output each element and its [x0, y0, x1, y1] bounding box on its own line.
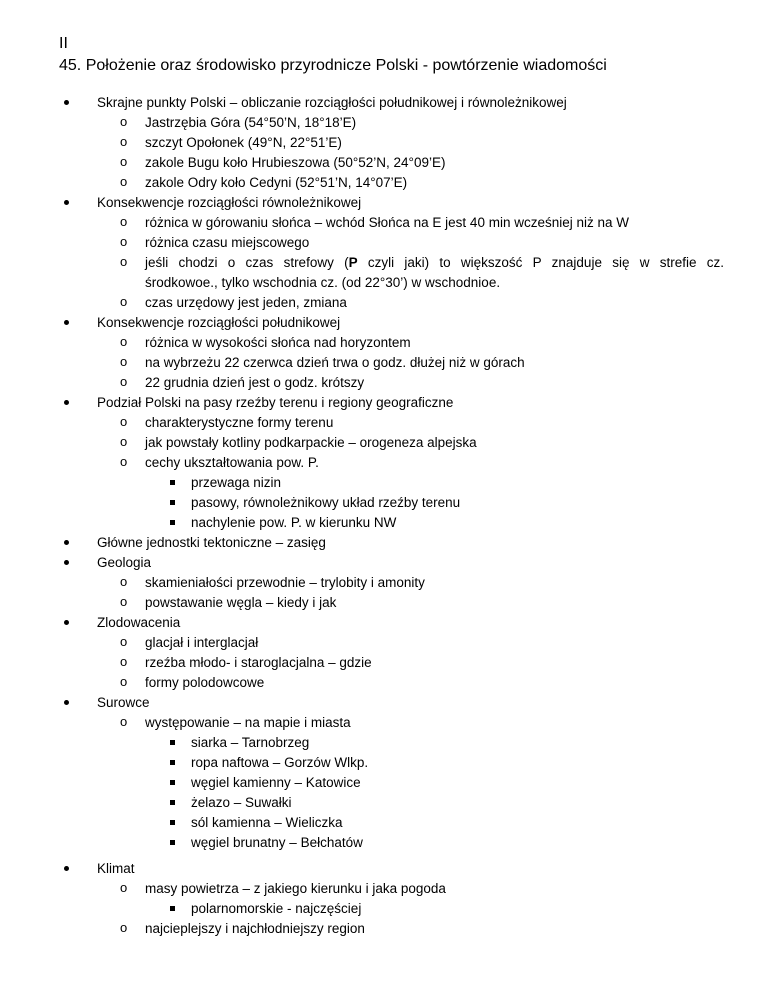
bullet-circle: o — [120, 134, 128, 149]
sub-list-item: węgiel brunatny – Bełchatów — [191, 835, 363, 850]
section-label: Podział Polski na pasy rzeźby terenu i regiony geograficzne — [97, 395, 454, 410]
bullet-circle: o — [120, 234, 128, 249]
bullet-square — [170, 740, 175, 745]
bullet-circle: o — [120, 634, 128, 649]
section-label: Konsekwencje rozciągłości południkowej — [97, 315, 341, 330]
sub-list-item: siarka – Tarnobrzeg — [191, 735, 310, 750]
list-item: czas urzędowy jest jeden, zmiana — [145, 295, 347, 310]
section-label: Geologia — [97, 555, 152, 570]
list-item: zakole Bugu koło Hrubieszowa (50°52’N, 24°09’E) — [145, 155, 446, 170]
list-item: powstawanie węgla – kiedy i jak — [145, 595, 337, 610]
bullet-dot — [64, 100, 69, 105]
bullet-circle: o — [120, 920, 128, 935]
sub-list-item: przewaga nizin — [191, 475, 282, 490]
bullet-circle: o — [120, 434, 128, 449]
bullet-circle: o — [120, 414, 128, 429]
list-item: skamieniałości przewodnie – trylobity i amonity — [145, 575, 425, 590]
bullet-square — [170, 760, 175, 765]
bullet-circle: o — [120, 594, 128, 609]
bullet-square — [170, 480, 175, 485]
strefowy-bold: P — [348, 255, 358, 270]
list-item: 22 grudnia dzień jest o godz. krótszy — [145, 375, 365, 390]
bullet-dot — [64, 320, 69, 325]
bullet-circle: o — [120, 574, 128, 589]
sub-list-item: węgiel kamienny – Katowice — [191, 775, 361, 790]
section-label: Klimat — [97, 861, 135, 876]
roman-numeral: II — [59, 35, 68, 52]
sub-list-item: żelazo – Suwałki — [191, 795, 292, 810]
bullet-dot — [64, 560, 69, 565]
list-item: różnica czasu miejscowego — [145, 235, 310, 250]
sub-list-item: pasowy, równoleżnikowy układ rzeźby terenu — [191, 495, 461, 510]
list-item: występowanie – na mapie i miasta — [145, 715, 351, 730]
bullet-dot — [64, 866, 69, 871]
list-item: rzeźba młodo- i staroglacjalna – gdzie — [145, 655, 372, 670]
bullet-square — [170, 820, 175, 825]
list-item-strefowy — [145, 254, 724, 272]
bullet-square — [170, 500, 175, 505]
bullet-circle: o — [120, 674, 128, 689]
bullet-circle: o — [120, 254, 128, 269]
bullet-dot — [64, 700, 69, 705]
sub-list-item: sól kamienna – Wieliczka — [191, 815, 343, 830]
list-item: charakterystyczne formy terenu — [145, 415, 334, 430]
list-item: Jastrzębia Góra (54°50’N, 18°18’E) — [145, 115, 357, 130]
bullet-circle: o — [120, 654, 128, 669]
bullet-square — [170, 906, 175, 911]
bullet-square — [170, 520, 175, 525]
sub-list-item: polarnomorskie - najczęściej — [191, 901, 362, 916]
bullet-dot — [64, 400, 69, 405]
bullet-circle: o — [120, 114, 128, 129]
list-item: na wybrzeżu 22 czerwca dzień trwa o godz. dłużej niż w górach — [145, 355, 525, 370]
list-item: najcieplejszy i najchłodniejszy region — [145, 921, 365, 936]
bullet-square — [170, 780, 175, 785]
bullet-circle: o — [120, 374, 128, 389]
list-item: masy powietrza – z jakiego kierunku i jaka pogoda — [145, 881, 446, 896]
bullet-circle: o — [120, 154, 128, 169]
section-label: Surowce — [97, 695, 150, 710]
sub-list-item: ropa naftowa – Gorzów Wlkp. — [191, 755, 369, 770]
list-item: glacjał i interglacjał — [145, 635, 259, 650]
bullet-circle: o — [120, 334, 128, 349]
page-title: 45. Położenie oraz środowisko przyrodnicze Polski - powtórzenie wiadomości — [59, 57, 607, 74]
section-label: Konsekwencje rozciągłości równoleżnikowej — [97, 195, 362, 210]
bullet-dot — [64, 200, 69, 205]
list-item: różnica w górowaniu słońca – wchód Słońca na E jest 40 min wcześniej niż na W — [145, 215, 629, 230]
list-item-continuation: środkowoe., tylko wschodnia cz. (od 22°30’) w wschodnioe. — [145, 275, 501, 290]
bullet-circle: o — [120, 214, 128, 229]
section-label: Główne jednostki tektoniczne – zasięg — [97, 535, 326, 550]
sub-list-item: nachylenie pow. P. w kierunku NW — [191, 515, 397, 530]
bullet-dot — [64, 540, 69, 545]
bullet-circle: o — [120, 174, 128, 189]
list-item: formy polodowcowe — [145, 675, 265, 690]
bullet-square — [170, 800, 175, 805]
list-item: cechy ukształtowania pow. P. — [145, 455, 319, 470]
strefowy-part1: jeśli chodzi o czas strefowy ( — [145, 255, 349, 270]
bullet-circle: o — [120, 880, 128, 895]
strefowy-part2: czyli jaki) to większość P znajduje się w strefie cz. — [357, 255, 724, 270]
bullet-square — [170, 840, 175, 845]
list-item: różnica w wysokości słońca nad horyzontem — [145, 335, 411, 350]
section-label: Skrajne punkty Polski – obliczanie rozciągłości południkowej i równoleżnikowej — [97, 95, 567, 110]
list-item: jak powstały kotliny podkarpackie – orogeneza alpejska — [145, 435, 477, 450]
list-item: szczyt Opołonek (49°N, 22°51’E) — [145, 135, 342, 150]
bullet-dot — [64, 620, 69, 625]
bullet-circle: o — [120, 294, 128, 309]
bullet-circle: o — [120, 454, 128, 469]
list-item: zakole Odry koło Cedyni (52°51’N, 14°07’E) — [145, 175, 408, 190]
bullet-circle: o — [120, 714, 128, 729]
section-label: Zlodowacenia — [97, 615, 181, 630]
bullet-circle: o — [120, 354, 128, 369]
